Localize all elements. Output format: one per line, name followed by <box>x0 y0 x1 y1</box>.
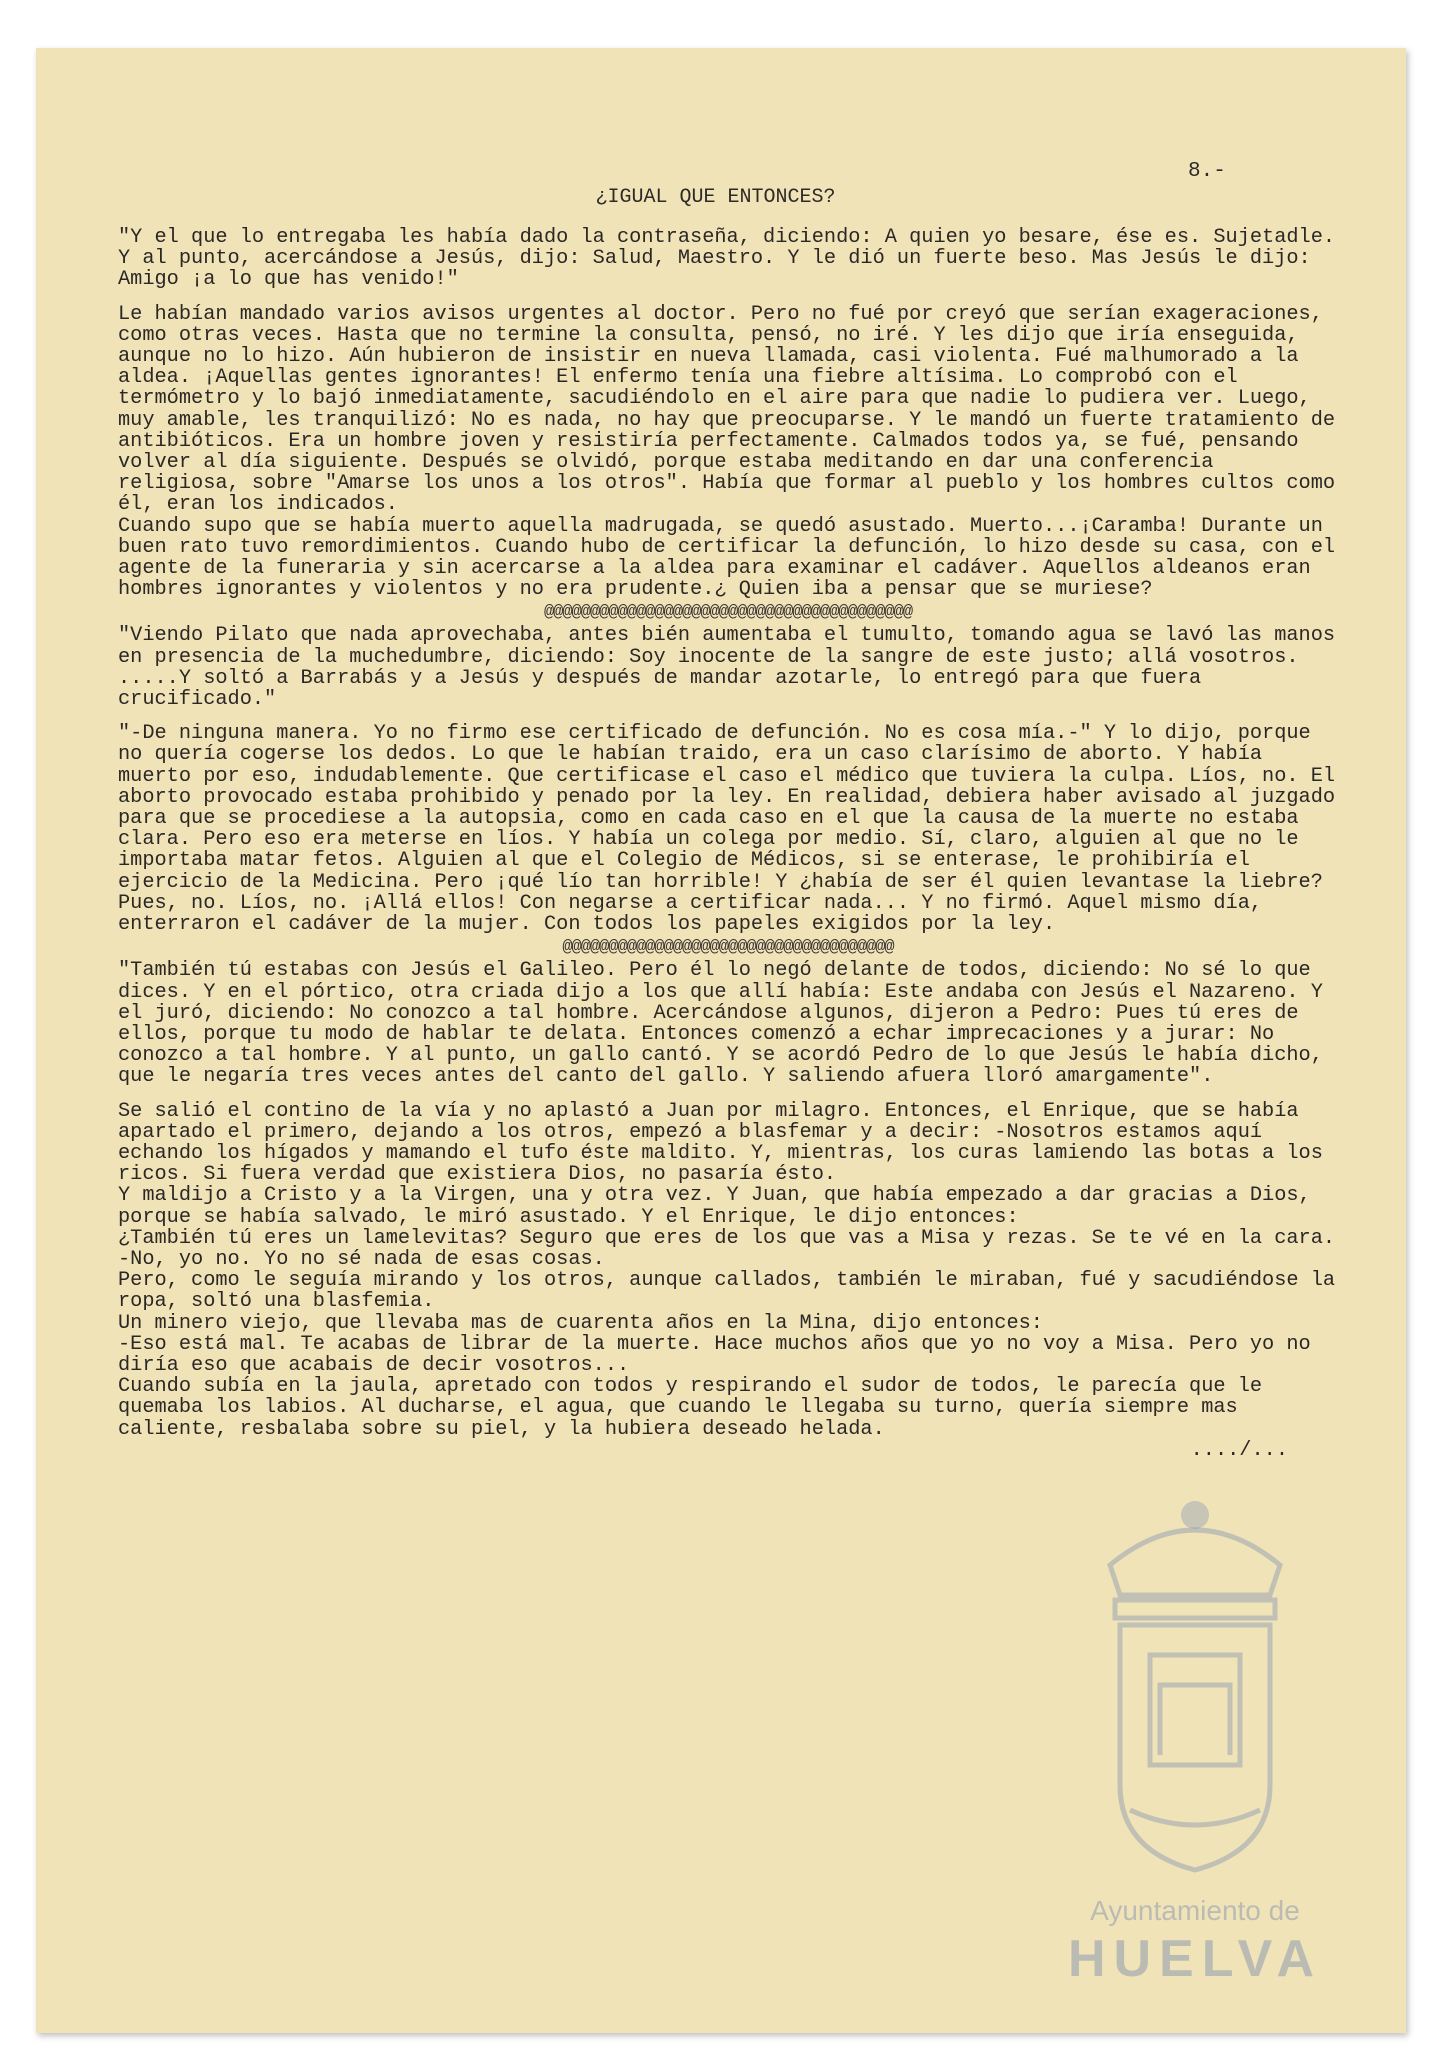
paragraph-gospel-peter: "También tú estabas con Jesús el Galileo. Pero él lo negó delante de todos, diciendo: No sé lo que dices. Y en el pórtico, otra criada dijo a los que allí había: Este andaba con Jesús el Nazareno. Y el juró, diciendo: No conozco a tal hombre. Acercándose algunos, dijeron a Pedro: Pues tú eres de ellos, porque tu modo de hablar te delata. Entonces comenzó a echar imprecaciones y a jurar: No conozco a tal hombre. Y al punto, un gallo cantó. Y se acordó Pedro de lo que Jesús le había dicho, que le negaría tres veces antes del canto del gallo. Y saliendo afuera lloró amargamente". <box>118 959 1323 1089</box>
watermark-line1: Ayuntamiento de <box>1090 1895 1300 1926</box>
paragraph-cage: Cuando subía en la jaula, apretado con todos y respirando el sudor de todos, le parecía que le quemaba los labios. Al ducharse, el agua, que cuando le llegaba su turno, quería siempre mas caliente, resbalaba sobre su piel, y la hubiera deseado helada. <box>118 1375 1263 1441</box>
paragraph-dialogue-5: -Eso está mal. Te acabas de librar de la muerte. Hace muchos años que yo no voy a Misa. Pero yo no diría eso que acabais de decir vosotros... <box>118 1332 1311 1377</box>
paragraph-doctor-visit: Le habían mandado varios avisos urgentes al doctor. Pero no fué por creyó que serían exageraciones, como otras veces. Hasta que no termine la consulta, pensó, no iré. Y les dijo que iría enseguida, aunque no lo hizo. Aún hubieron de insistir en nueva llamada, casi violenta. Fué malhumorado a la aldea. ¡Aquellas gentes ignorantes! El enfermo tenía una fiebre altísima. Lo comprobó con el termómetro y lo bajó inmediatamente, sacudiéndolo en el aire para que nadie lo pudiera ver. Luego, muy amable, les tranquilizó: No es nada, no hay que preocuparse. Y le mandó un fuerte tratamiento de antibióticos. Era un hombre joven y resistiría perfectamente. Calmados todos ya, se fué, pensando volver al día siguiente. Después se olvidó, porque estaba meditando en dar una conferencia religiosa, sobre "Amarse los unos a los otros". Había que formar al pueblo y los hombres cultos como él, eran los indicados. <box>118 302 1336 517</box>
section-divider: @@@@@@@@@@@@@@@@@@@@@@@@@@@@@@@@@@@@ <box>562 938 894 958</box>
watermark <box>1000 1455 1400 2035</box>
paragraph-dialogue-3: Pero, como le seguía mirando y los otros, aunque callados, también le miraban, fué y sacudiéndose la ropa, soltó una blasfemia. <box>118 1269 1336 1314</box>
paragraph-mine-accident: Se salió el contino de la vía y no aplastó a Juan por milagro. Entonces, el Enrique, que se había apartado el primero, dejando a los otros, empezó a blasfemar y a decir: -Nosotros estamos aquí echando los hígados y mamando el tufo éste maldito. Y, mientras, los curas lamiendo las botas a los ricos. Si fuera verdad que existiera Dios, no pasaría ésto. <box>118 1099 1323 1187</box>
paragraph-gospel-judas: "Y el que lo entregaba les había dado la contraseña, diciendo: A quien yo besare, ése es. Sujetadle. Y al punto, acercándose a Jesús, dijo: Salud, Maestro. Y le dió un fuerte beso. Mas Jesús le dijo: Amigo ¡a lo que has venido!" <box>118 226 1336 292</box>
paragraph-certificate: "-De ninguna manera. Yo no firmo ese certificado de defunción. No es cosa mía.-" Y lo dijo, porque no quería cogerse los dedos. Lo que le habían traido, era un caso clarísimo de aborto. Y había muerto por eso, indudablemente. Que certificase el caso el médico que tuviera la culpa. Líos, no. El aborto provocado estaba prohibido y penado por la ley. En realidad, debiera haber avisado al juzgado para que se procediese a la autopsia, como en cada caso en el que la causa de la muerte no estaba clara. Pero eso era meterse en líos. Y había un colega por medio. Sí, claro, alguien al que no le importaba matar fetos. Alguien al que el Colegio de Médicos, si se enterase, le prohibiría el ejercicio de la Medicina. Pero ¡qué lío tan horrible! Y ¿había de ser él quien levantase la liebre? Pues, no. Líos, no. ¡Allá ellos! Con negarse a certificar nada... Y no firmó. Aquel mismo día, enterraron el cadáver de la mujer. Con todos los papeles exigidos por la ley. <box>118 722 1336 937</box>
paragraph-dialogue-2: -No, yo no. Yo no sé nada de esas cosas. <box>118 1247 605 1271</box>
continued-marker: ..../... <box>1190 1438 1288 1462</box>
page-title: ¿IGUAL QUE ENTONCES? <box>595 186 836 209</box>
paragraph-doctor-death: Cuando supo que se había muerto aquella madrugada, se quedó asustado. Muerto...¡Caramba! Durante un buen rato tuvo remordimientos. Cuando hubo de certificar la defunción, lo hizo desde su casa, con el agente de la funeraria y sin acercarse a la aldea para examinar el cadáver. Aquellos aldeanos eran hombres ignorantes y violentos y no era prudente.¿ Quien iba a pensar que se muriese? <box>118 514 1336 602</box>
paragraph-dialogue-4: Un minero viejo, que llevaba mas de cuarenta años en la Mina, dijo entonces: <box>118 1311 1043 1335</box>
paragraph-blasphemy: Y maldijo a Cristo y a la Virgen, una y otra vez. Y Juan, que había empezado a dar gracias a Dios, porque se había salvado, le miró asustado. Y el Enrique, le dijo entonces: <box>118 1184 1311 1229</box>
section-divider: @@@@@@@@@@@@@@@@@@@@@@@@@@@@@@@@@@@@@@@@ <box>543 603 913 623</box>
page-number: 8.- <box>1188 160 1226 183</box>
paragraph-dialogue-1: ¿También tú eres un lamelevitas? Seguro que eres de los que vas a Misa y rezas. Se te vé en la cara. <box>118 1226 1336 1250</box>
paragraph-gospel-pilate: "Viendo Pilato que nada aprovechaba, antes bién aumentaba el tumulto, tomando agua se lavó las manos en presencia de la muchedumbre, diciendo: Soy inocente de la sangre de este justo; allá vosotros. .....Y soltó a Barrabás y a Jesús y después de mandar azotarle, lo entregó para que fuera crucificado." <box>118 624 1336 712</box>
watermark-line2: HUELVA <box>1067 1930 1323 1988</box>
coat-of-arms-icon <box>1000 1455 1390 1885</box>
document-body <box>118 227 1338 1461</box>
